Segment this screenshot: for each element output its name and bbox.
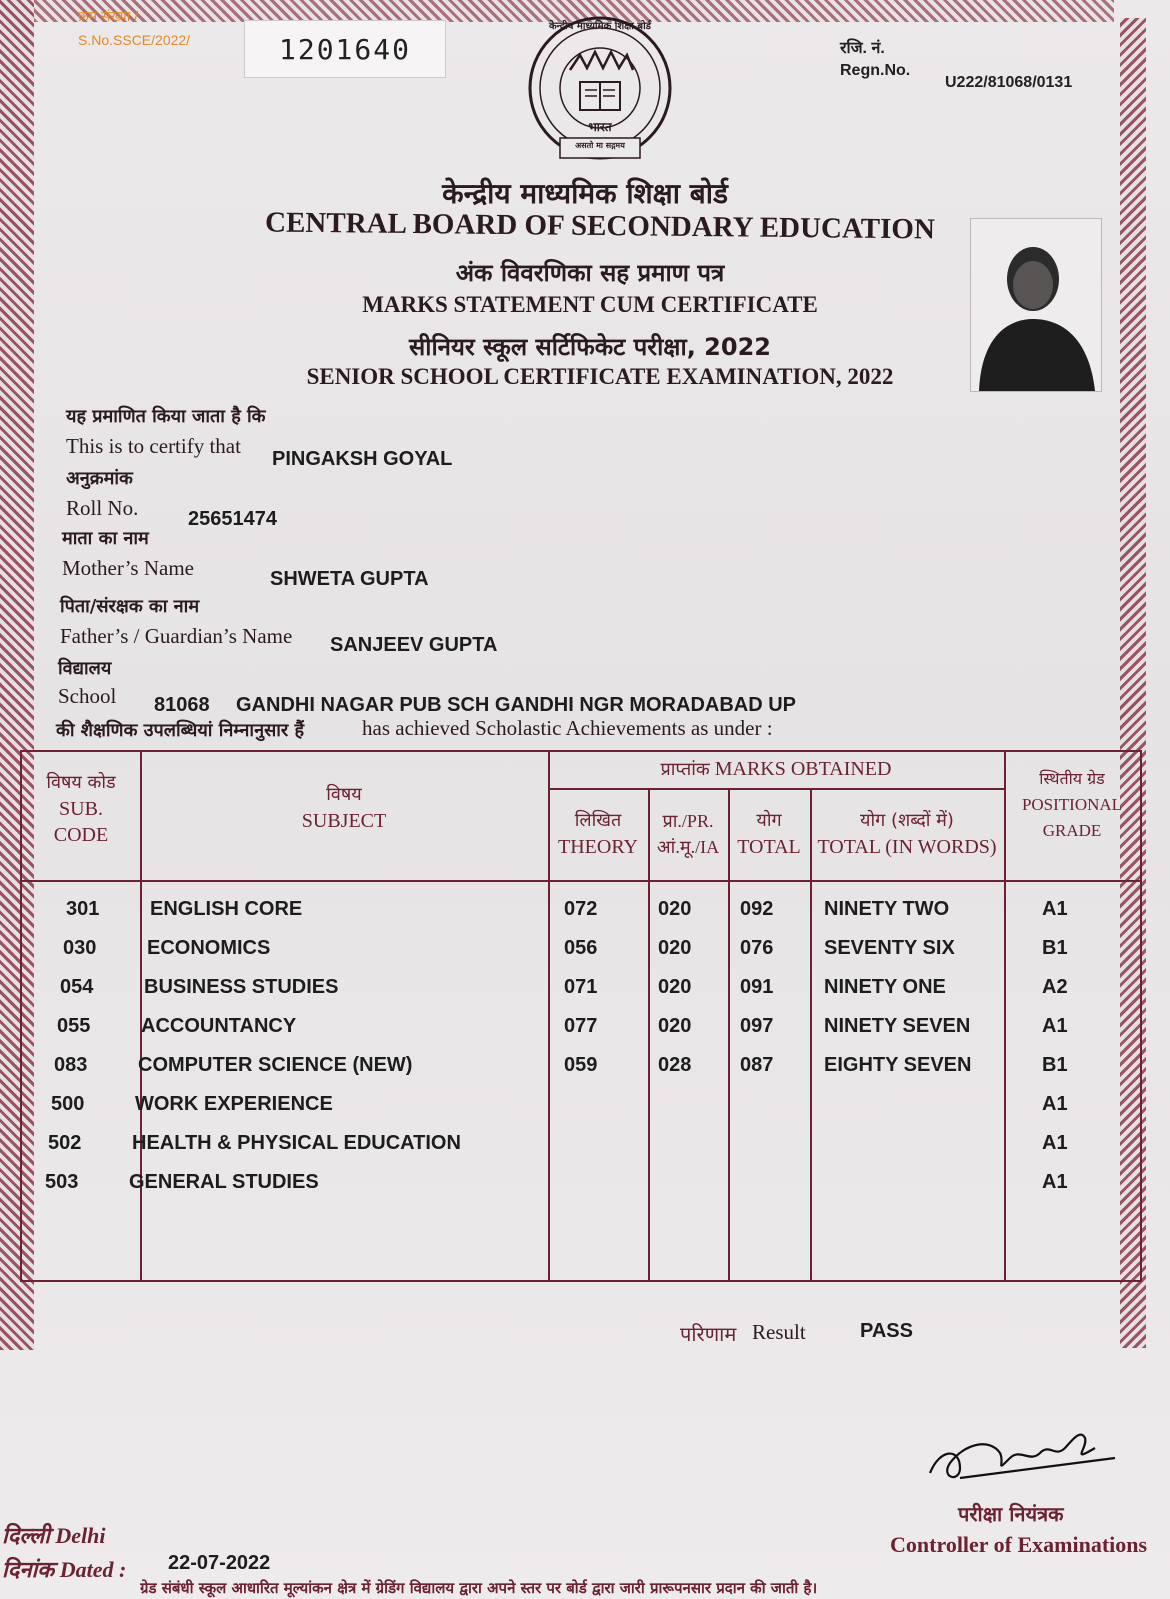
regn-label-hi: रजि. नं.: [840, 40, 885, 57]
school-label-hi: विद्यालय: [58, 658, 112, 679]
header-practical: प्रा./PR. आं.मू./IA: [656, 811, 720, 857]
cell-sub-code: 301: [66, 898, 100, 920]
certify-label-hi: यह प्रमाणित किया जाता है कि: [66, 406, 266, 427]
cell-subject: ACCOUNTANCY: [141, 1015, 297, 1037]
cell-total: 097: [740, 1015, 774, 1037]
achieved-label-hi: की शैक्षणिक उपलब्धियां निम्नानुसार हैं: [56, 720, 305, 741]
cell-subject: COMPUTER SCIENCE (NEW): [138, 1054, 413, 1076]
father-label-en: Father’s / Guardian’s Name: [60, 624, 293, 648]
cell-practical: 020: [658, 976, 692, 998]
cell-total-words: NINETY SEVEN: [824, 1015, 971, 1037]
cell-grade: A1: [1042, 1093, 1068, 1115]
cell-theory: 059: [564, 1054, 598, 1076]
serial-prefix-en: S.No.SSCE/2022/: [78, 32, 191, 48]
cell-subject: GENERAL STUDIES: [129, 1171, 319, 1193]
roll-label-en: Roll No.: [66, 496, 139, 520]
school-label-en: School: [58, 684, 117, 708]
roll-label-hi: अनुक्रमांक: [66, 468, 133, 489]
cell-practical: 020: [658, 937, 692, 959]
father-name: SANJEEV GUPTA: [330, 634, 498, 656]
cell-grade: A1: [1042, 898, 1068, 920]
cell-sub-code: 503: [45, 1171, 79, 1193]
header-marks-obtained: प्राप्तांक MARKS OBTAINED: [660, 758, 892, 780]
regn-label-en: Regn.No.: [840, 62, 911, 79]
header-sub-code: विषय कोड SUB. CODE: [46, 772, 116, 846]
cell-sub-code: 500: [51, 1093, 85, 1115]
cell-sub-code: 083: [54, 1054, 88, 1076]
cell-total-words: NINETY ONE: [824, 976, 946, 998]
cell-total: 076: [740, 937, 774, 959]
cell-total-words: EIGHTY SEVEN: [824, 1054, 972, 1076]
cell-total: 091: [740, 976, 774, 998]
cell-theory: 071: [564, 976, 598, 998]
controller-signature: [920, 1418, 1120, 1498]
father-label-hi: पिता/संरक्षक का नाम: [60, 596, 200, 617]
cell-grade: A1: [1042, 1132, 1068, 1154]
doc-title-en: MARKS STATEMENT CUM CERTIFICATE: [362, 292, 818, 317]
cell-sub-code: 030: [63, 937, 97, 959]
result-label-hi: परिणाम: [680, 1322, 737, 1346]
cell-practical: 028: [658, 1054, 692, 1076]
cell-total-words: NINETY TWO: [824, 898, 950, 920]
controller-label-hi: परीक्षा नियंत्रक: [958, 1502, 1064, 1526]
cell-subject: ENGLISH CORE: [150, 898, 303, 920]
cell-theory: 077: [564, 1015, 598, 1037]
school-name: GANDHI NAGAR PUB SCH GANDHI NGR MORADABAD UP: [236, 694, 796, 716]
achieved-label-en: has achieved Scholastic Achievements as under :: [362, 716, 773, 740]
header-subject: विषय SUBJECT: [301, 784, 387, 832]
cell-sub-code: 054: [60, 976, 94, 998]
certify-label-en: This is to certify that: [66, 434, 241, 458]
roll-number: 25651474: [188, 508, 277, 530]
dated-label: दिनांक Dated :: [2, 1557, 127, 1582]
place-label: दिल्ली Delhi: [2, 1523, 106, 1548]
school-code: 81068: [154, 694, 210, 716]
cell-grade: A1: [1042, 1171, 1068, 1193]
cell-theory: 072: [564, 898, 598, 920]
board-name-hi: केन्द्रीय माध्यमिक शिक्षा बोर्ड: [442, 177, 728, 210]
marks-table: [20, 750, 1142, 1282]
cell-grade: A2: [1042, 976, 1068, 998]
emblem-bottom-text: भारत: [588, 120, 612, 134]
cell-practical: 020: [658, 898, 692, 920]
exam-title-hi: सीनियर स्कूल सर्टिफिकेट परीक्षा, 2022: [409, 333, 771, 361]
mother-label-hi: माता का नाम: [62, 528, 149, 549]
header-total: योग TOTAL: [737, 810, 801, 858]
header-theory: लिखित THEORY: [558, 810, 638, 858]
cell-grade: A1: [1042, 1015, 1068, 1037]
cell-theory: 056: [564, 937, 598, 959]
cell-subject: ECONOMICS: [147, 937, 271, 959]
controller-label-en: Controller of Examinations: [890, 1532, 1148, 1557]
cell-grade: B1: [1042, 1054, 1068, 1076]
cell-practical: 020: [658, 1015, 692, 1037]
header-total-words: योग (शब्दों में) TOTAL (IN WORDS): [817, 810, 997, 858]
exam-title-en: SENIOR SCHOOL CERTIFICATE EXAMINATION, 2022: [306, 364, 894, 389]
cell-subject: HEALTH & PHYSICAL EDUCATION: [132, 1132, 461, 1154]
serial-prefix-hi: क्रम संख्या /: [78, 8, 139, 24]
student-photo: [970, 218, 1102, 392]
result-value: PASS: [860, 1320, 913, 1342]
emblem-top-text: केन्द्रीय माध्यमिक शिक्षा बोर्ड: [548, 21, 652, 32]
issue-date: 22-07-2022: [168, 1552, 271, 1574]
serial-number: 1201640: [244, 20, 446, 78]
footer-note: ग्रेड संबंधी स्कूल आधारित मूल्यांकन क्षेत्र में ग्रेडिंग विद्यालय द्वारा अपने स्तर पर बोर्ड द्वारा जारी प्रारूपनसार प्रदान की जाती है।: [140, 1579, 818, 1597]
cell-subject: BUSINESS STUDIES: [144, 976, 339, 998]
emblem-motto: असतो मा सद्गमय: [575, 141, 625, 150]
header-grade: स्थितीय ग्रेड POSITIONAL GRADE: [1021, 769, 1123, 840]
cell-total: 087: [740, 1054, 774, 1076]
cell-grade: B1: [1042, 937, 1068, 959]
cell-subject: WORK EXPERIENCE: [135, 1093, 333, 1115]
cell-total: 092: [740, 898, 774, 920]
cell-sub-code: 502: [48, 1132, 82, 1154]
mother-label-en: Mother’s Name: [62, 556, 194, 580]
regn-number: U222/81068/0131: [945, 74, 1073, 91]
cell-sub-code: 055: [57, 1015, 91, 1037]
student-photo-image: [971, 219, 1101, 391]
mother-name: SHWETA GUPTA: [270, 568, 429, 590]
board-name-en: CENTRAL BOARD OF SECONDARY EDUCATION: [264, 206, 936, 246]
doc-title-hi: अंक विवरणिका सह प्रमाण पत्र: [455, 259, 725, 287]
cell-total-words: SEVENTY SIX: [824, 937, 955, 959]
student-name: PINGAKSH GOYAL: [272, 448, 453, 470]
result-label-en: Result: [752, 1320, 806, 1344]
